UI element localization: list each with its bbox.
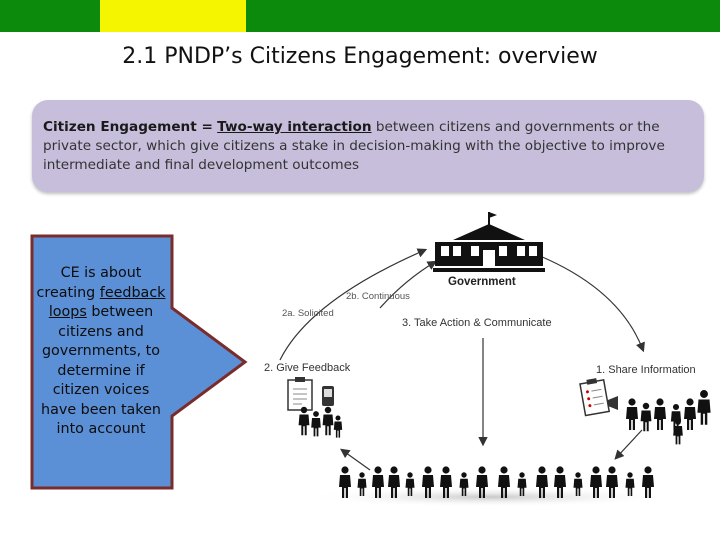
person-icon [684,398,696,430]
government-label: Government [448,276,516,288]
person-icon [626,398,638,430]
arrow-text-after: between citizens and governments, to determine if citizen voices have been taken into account [41,304,161,437]
arrow-text-underlined: feedback loops [48,284,166,320]
definition-underlined: Two-way interaction [217,119,372,135]
definition-box [32,100,704,192]
top-banner-accent [100,0,246,32]
government-building-icon [433,212,545,272]
person-icon [334,415,342,437]
arrow-2a-solicited [280,250,425,360]
person-icon [654,398,666,430]
feedback-arrow-text [34,264,168,440]
arrow-to-citizens-right [616,430,642,458]
slide-title: 2.1 PNDP’s Citizens Engagement: overview [122,44,598,69]
definition-text: between citizens and governments or the private sector, which give citizens a stake in decision-making with the objective to improve intermediate and final development outcomes [43,119,665,173]
person-icon [641,403,652,431]
megaphone-icon [608,396,618,410]
phone-icon [322,386,334,406]
citizens-icon-group [299,390,711,498]
feedback-loop-diagram [250,200,720,540]
step-2a-label: 2a. Solicited [282,308,334,319]
step-1-label: 1. Share Information [596,364,696,376]
step-3-label: 3. Take Action & Communicate [402,317,552,329]
person-icon [323,407,334,435]
arrow-share-information [540,256,643,350]
diagram-graphics [250,200,720,540]
step-2-label: 2. Give Feedback [264,362,351,374]
person-icon [697,390,710,425]
definition-term: Citizen Engagement = [43,119,213,135]
top-banner [0,0,720,32]
person-icon [299,407,310,435]
clipboard-icon [288,377,312,410]
person-icon [311,411,321,436]
step-2b-label: 2b. Continuous [346,291,410,302]
arrow-text-before: CE is about creating [36,265,142,301]
clipboard-right-icon [579,377,609,416]
